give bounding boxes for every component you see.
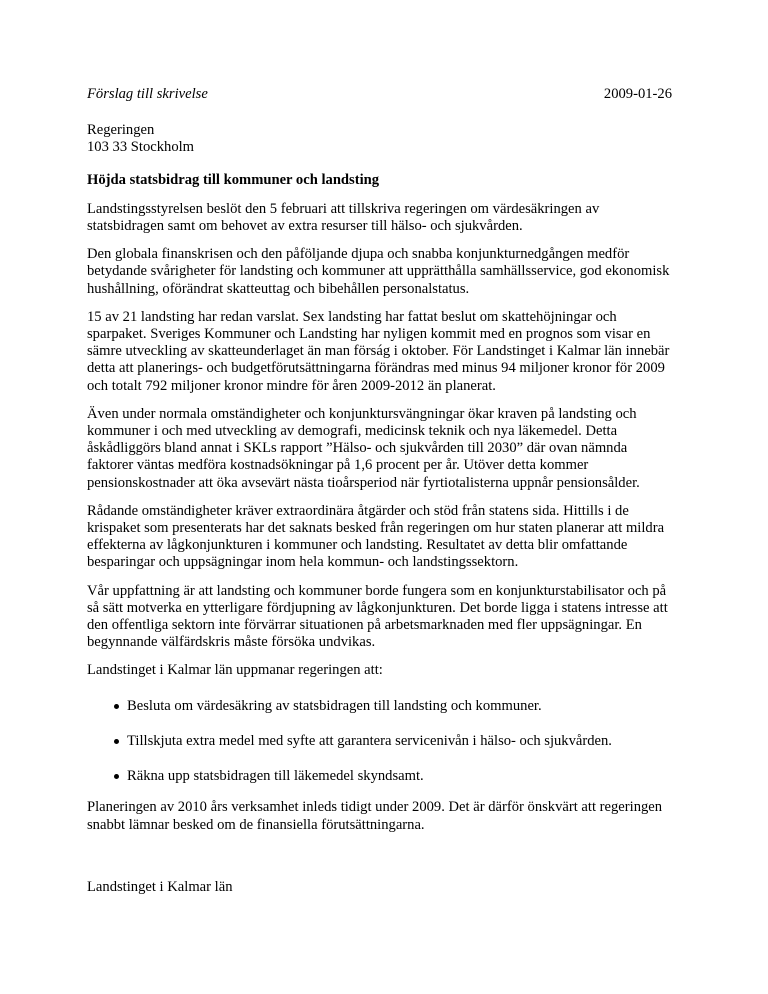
list-item-text: Räkna upp statsbidragen till läkemedel skyndsamt. [127,768,424,785]
document-type: Förslag till skrivelse [87,86,208,102]
signature: Landstinget i Kalmar län [87,878,233,895]
recipient-address [87,122,672,156]
demands-list [87,698,672,786]
list-item [87,733,672,750]
paragraph: Den globala finanskrisen och den påföljande djupa och snabba konjunkturnedgången medför betydande svårigheter för landsting och kommuner att upprätthålla samhällsservice, god ekonomisk hushållning, oförändrat skatteuttag och bibehållen personalstatus. [87,246,670,297]
bullet-icon [114,774,119,779]
closing-paragraph: Planeringen av 2010 års verksamhet inleds tidigt under 2009. Det är därför önskvärt att regeringen snabbt lämnar besked om de finansiella förutsättningarna. [87,799,663,833]
recipient-postal-address: 103 33 Stockholm [87,139,195,156]
paragraph: Landstingsstyrelsen beslöt den 5 februari att tillskriva regeringen om värdesäkringen av statsbidragen samt om behovet av extra resurser till hälso- och sjukvården. [87,200,600,235]
list-item [87,768,672,785]
bullet-icon [114,739,119,744]
bullet-icon [114,704,119,709]
list-item-text: Tillskjuta extra medel med syfte att garantera servicenivån i hälso- och sjukvården. [127,732,612,749]
paragraph: Även under normala omständigheter och konjunktursvängningar ökar kraven på landsting och kommuner i och med utveckling av demografi, medicinsk teknik och nya läkemedel. Detta åskådliggörs bland annat i SKLs rapport ”Hälso- och sjukvården till 2030” där ovan nämnda faktorer väntas medföra kostnadsökningar på 1,6 procent per år. Utöver detta kommer pensionskostnader att öka avsevärt nästa tioårsperiod när fyrtiotalisterna uppnår pensionsålder. [87,405,640,491]
document-header [87,86,672,103]
document-title: Höjda statsbidrag till kommuner och landsting [87,171,380,188]
paragraph: Rådande omständigheter kräver extraordinära åtgärder och stöd från statens sida. Hittills i de krispaket som presenterats har det saknats besked från regeringen om hur staten planerar att mildra effekterna av lågkonjunkturen i kommuner och landsting. Resultatet av detta blir omfattande besparingar och uppsägningar inom hela kommun- och landstingssektorn. [87,502,665,571]
document-date: 2009-01-26 [603,86,672,102]
document-page [87,86,672,896]
recipient-name: Regeringen [87,122,155,139]
list-item-text: Besluta om värdesäkring av statsbidragen till landsting och kommuner. [127,697,542,714]
paragraph: 15 av 21 landsting har redan varslat. Sex landsting har fattat beslut om skattehöjningar och sparpaket. Sveriges Kommuner och Landsting har nyligen kommit med en prognos som visar en sämre utveckling av skatteunderlaget än man förság i oktober. För Landstinget i Kalmar län innebär detta att planerings- och budgetförutsättningarna förändras med minus 94 miljoner kronor för 2009 och totalt 792 miljoner kronor mindre för åren 2009-2012 än planerat. [87,308,670,394]
paragraph: Landstinget i Kalmar län uppmanar regeringen att: [87,662,383,679]
list-item [87,698,672,715]
paragraph: Vår uppfattning är att landsting och kommuner borde fungera som en konjunkturstabilisator och på så sätt motverka en ytterligare fördjupning av lågkonjunkturen. Det borde ligga i statens intresse att den offentliga sektorn inte förvärrar situationen på arbetsmarknaden med fler uppsägningar. En begynnande välfärdskris måste försöka undvikas. [87,582,668,651]
